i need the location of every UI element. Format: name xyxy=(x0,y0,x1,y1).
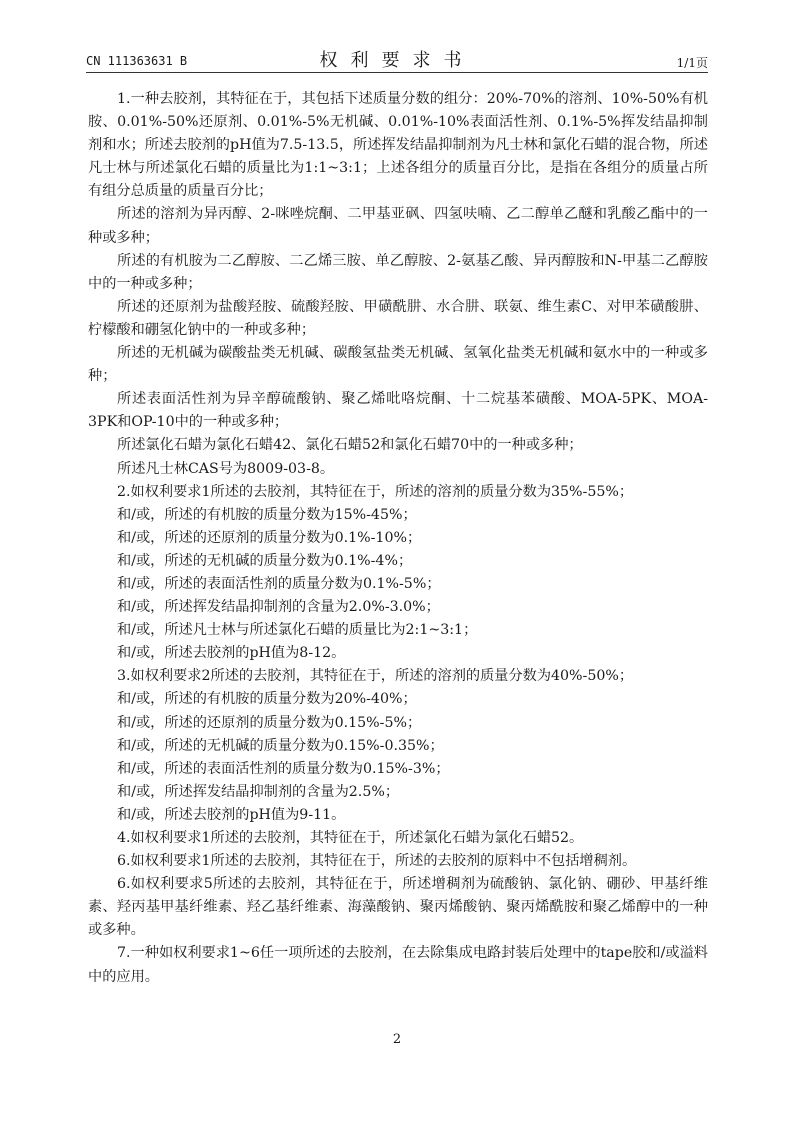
patent-number: CN 111363631 B xyxy=(86,54,188,68)
claim-paragraph: 和/或，所述的表面活性剂的质量分数为0.1%-5%； xyxy=(117,575,441,592)
claim-paragraph: 和/或，所述的还原剂的质量分数为0.15%-5%； xyxy=(117,714,422,731)
claim-paragraph: 和/或，所述去胶剂的pH值为9-11。 xyxy=(117,806,346,823)
claim-paragraph: 4.如权利要求1所述的去胶剂，其特征在于，所述氯化石蜡为氯化石蜡52。 xyxy=(117,830,584,846)
claim-paragraph: 7.一种如权利要求1~6任一项所述的去胶剂，在去除集成电路封装后处理中的tape胶和/或溢料中的应用。 xyxy=(88,945,708,985)
claim-paragraph: 所述凡士林CAS号为8009-03-8。 xyxy=(117,460,335,477)
claim-paragraph: 和/或，所述的有机胺的质量分数为20%-40%； xyxy=(117,691,417,708)
page-info: 1/1页 xyxy=(676,56,708,70)
claim-paragraph: 6.如权利要求5所述的去胶剂，其特征在于，所述增稠剂为硫酸钠、氯化钠、硼砂、甲基纤维素、羟丙基甲基纤维素、羟乙基纤维素、海藻酸钠、聚丙烯酸钠、聚丙烯酰胺和聚乙烯醇中的一种或多种。 xyxy=(88,876,708,939)
claim-paragraph: 所述氯化石蜡为氯化石蜡42、氯化石蜡52和氯化石蜡70中的一种或多种； xyxy=(117,437,583,454)
header-rule xyxy=(86,72,708,73)
document-title: 权利要求书 xyxy=(319,50,475,71)
claim-paragraph: 和/或，所述挥发结晶抑制剂的含量为2.0%-3.0%； xyxy=(117,599,440,616)
claim-paragraph: 和/或，所述的有机胺的质量分数为15%-45%； xyxy=(117,506,417,523)
claim-paragraph: 所述的无机碱为碳酸盐类无机碱、碳酸氢盐类无机碱、氢氧化盐类无机碱和氨水中的一种或多种； xyxy=(88,345,708,385)
page-number: 2 xyxy=(392,1032,402,1047)
claim-paragraph: 和/或，所述的无机碱的质量分数为0.15%-0.35%； xyxy=(117,737,444,754)
claim-paragraph: 所述表面活性剂为异辛醇硫酸钠、聚乙烯吡咯烷酮、十二烷基苯磺酸、MOA-5PK、MOA-3PK和OP-10中的一种或多种； xyxy=(88,391,708,431)
claim-paragraph: 和/或，所述的还原剂的质量分数为0.1%-10%； xyxy=(117,529,422,546)
claim-paragraph: 3.如权利要求2所述的去胶剂，其特征在于，所述的溶剂的质量分数为40%-50%； xyxy=(117,668,634,685)
claim-paragraph: 和/或，所述去胶剂的pH值为8-12。 xyxy=(117,645,346,662)
claim-paragraph: 和/或，所述的无机碱的质量分数为0.1%-4%； xyxy=(117,552,413,569)
page-header xyxy=(86,46,708,72)
claim-paragraph: 1.一种去胶剂，其特征在于，其包括下述质量分数的组分：20%-70%的溶剂、10%-50%有机胺、0.01%-50%还原剂、0.01%-5%无机碱、0.01%-10%表面活性剂、0.1%-5%挥发结晶抑制剂和水；所述去胶剂的pH值为7.5-13.5，所述挥发结晶抑制剂为凡士林和氯化石蜡的混合物，所述凡士林与所述氯化石蜡的质量比为1:1~3:1；上述各组分的质量百分比，是指在各组分的质量占所有组分总质量的质量百分比； xyxy=(88,91,708,200)
claim-paragraph: 和/或，所述的表面活性剂的质量分数为0.15%-3%； xyxy=(117,760,450,777)
claim-paragraph: 2.如权利要求1所述的去胶剂，其特征在于，所述的溶剂的质量分数为35%-55%； xyxy=(117,483,634,500)
claim-paragraph: 所述的溶剂为异丙醇、2-咪唑烷酮、二甲基亚砜、四氢呋喃、乙二醇单乙醚和乳酸乙酯中的一种或多种； xyxy=(88,206,708,246)
claim-paragraph: 和/或，所述凡士林与所述氯化石蜡的质量比为2:1~3:1； xyxy=(117,622,478,639)
claim-paragraph: 所述的还原剂为盐酸羟胺、硫酸羟胺、甲磺酰肼、水合肼、联氨、维生素C、对甲苯磺酸肼、柠檬酸和硼氢化钠中的一种或多种； xyxy=(88,298,708,338)
claim-paragraph: 所述的有机胺为二乙醇胺、二乙烯三胺、单乙醇胺、2-氨基乙酸、异丙醇胺和N-甲基二乙醇胺中的一种或多种； xyxy=(88,252,708,292)
claims-body xyxy=(88,88,708,989)
claim-paragraph: 6.如权利要求1所述的去胶剂，其特征在于，所述的去胶剂的原料中不包括增稠剂。 xyxy=(117,853,637,870)
claim-paragraph: 和/或，所述挥发结晶抑制剂的含量为2.5%； xyxy=(117,783,400,800)
